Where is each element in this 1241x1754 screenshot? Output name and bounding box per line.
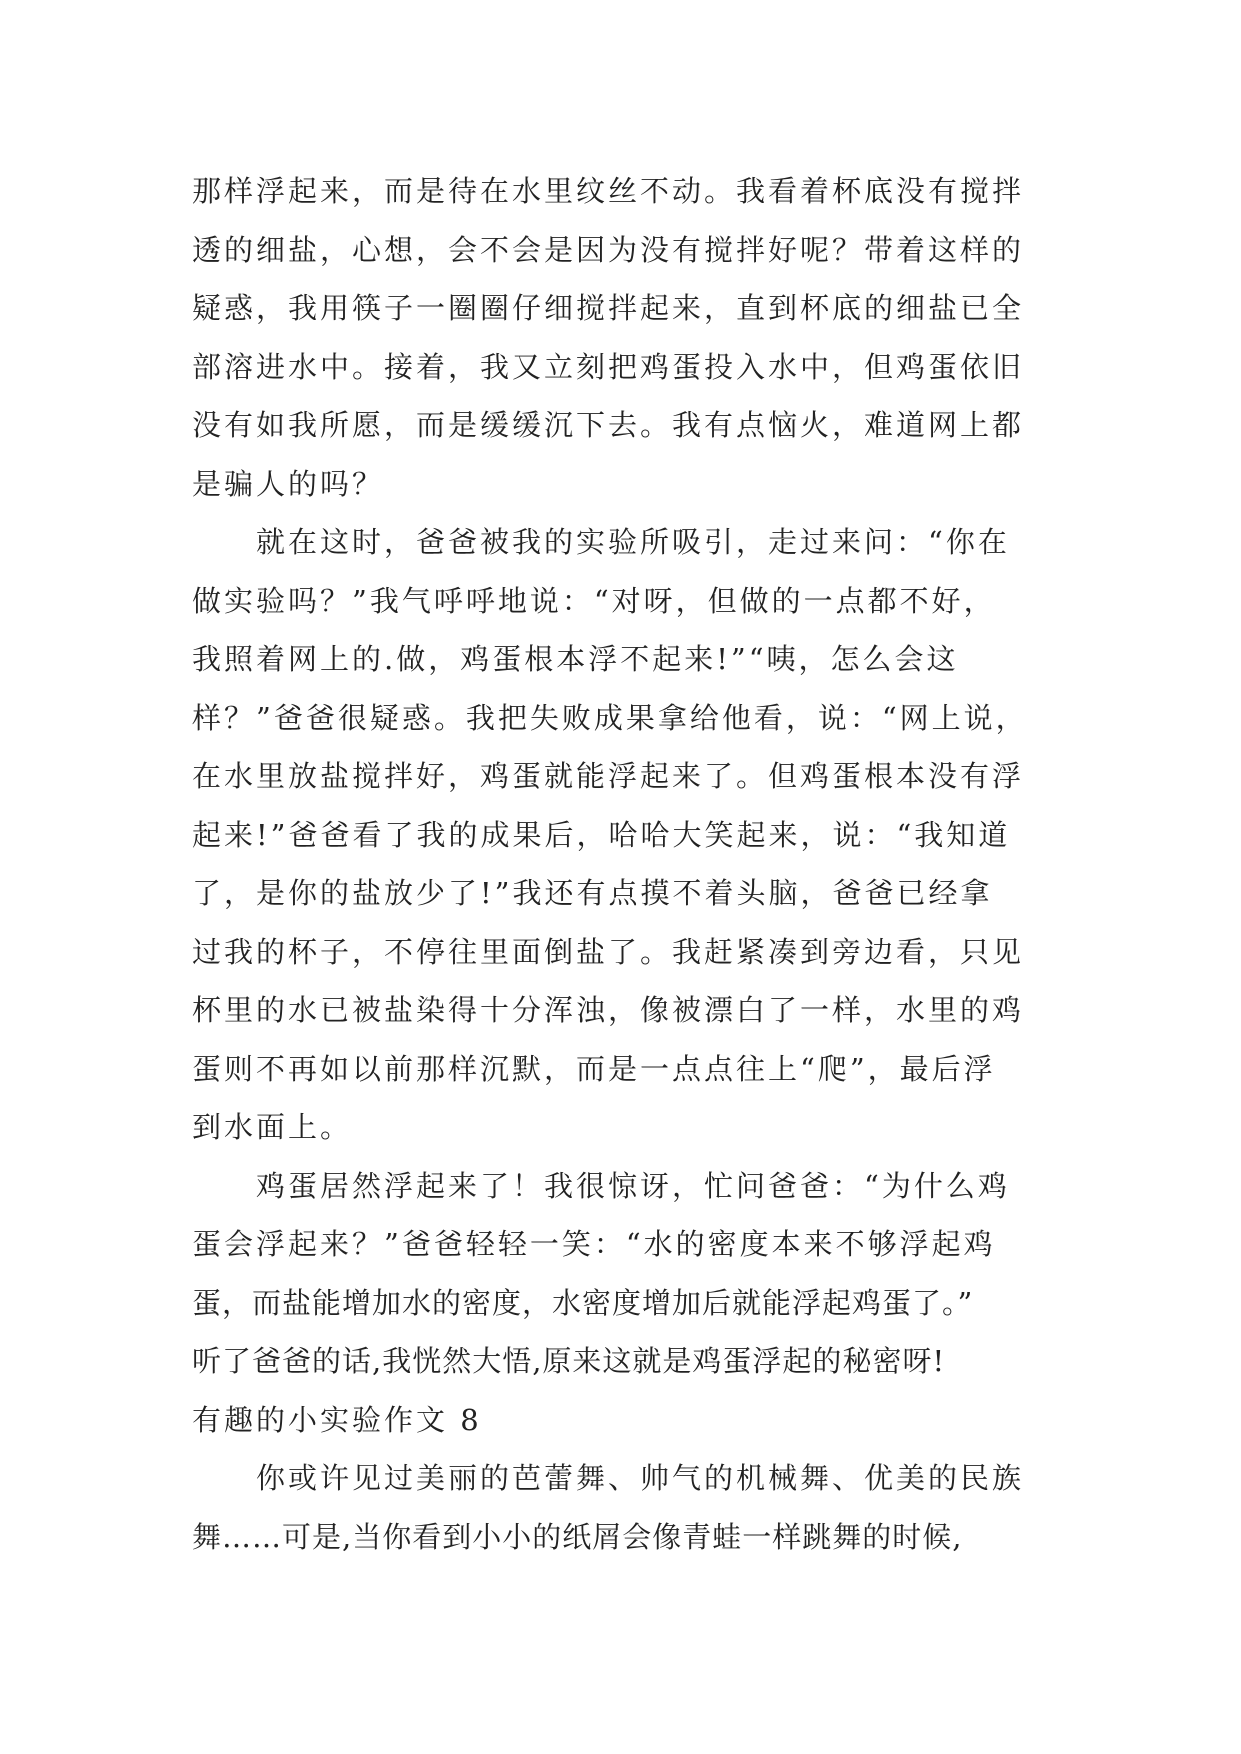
text-line: 那样浮起来，而是待在水里纹丝不动。我看着杯底没有搅拌 bbox=[192, 174, 1025, 208]
text-line: 是骗人的吗？ bbox=[192, 466, 385, 501]
paragraph-first-line: 你或许见过美丽的芭蕾舞、帅气的机械舞、优美的民族 bbox=[256, 1461, 1025, 1495]
text-line: 蛋则不再如以前那样沉默，而是一点点往上“爬”，最后浮 bbox=[192, 1051, 996, 1086]
text-line: 杯里的水已被盐染得十分浑浊，像被漂白了一样，水里的鸡 bbox=[192, 993, 1025, 1027]
text-line: 了，是你的盐放少了!”我还有点摸不着头脑，爸爸已经拿 bbox=[192, 876, 993, 910]
text-line: 听了爸爸的话,我恍然大悟,原来这就是鸡蛋浮起的秘密呀! bbox=[192, 1344, 946, 1378]
text-line: 没有如我所愿，而是缓缓沉下去。我有点恼火，难道网上都 bbox=[192, 408, 1025, 442]
paragraph-first-line: 就在这时，爸爸被我的实验所吸引，走过来问：“你在 bbox=[256, 525, 1010, 559]
text-line: 在水里放盐搅拌好，鸡蛋就能浮起来了。但鸡蛋根本没有浮 bbox=[192, 759, 1025, 793]
paragraph-first-line: 鸡蛋居然浮起来了！我很惊讶，忙问爸爸：“为什么鸡 bbox=[256, 1168, 1010, 1203]
text-line: 过我的杯子，不停往里面倒盐了。我赶紧凑到旁边看，只见 bbox=[192, 934, 1025, 969]
text-line: 蛋，而盐能增加水的密度，水密度增加后就能浮起鸡蛋了。” bbox=[192, 1285, 974, 1320]
text-line: 部溶进水中。接着，我又立刻把鸡蛋投入水中，但鸡蛋依旧 bbox=[192, 349, 1025, 384]
text-line: 我照着网上的.做，鸡蛋根本浮不起来!”“咦，怎么会这 bbox=[192, 642, 959, 676]
text-line: 做实验吗？”我气呼呼地说：“对呀，但做的一点都不好， bbox=[192, 583, 996, 618]
text-line: 透的细盐，心想，会不会是因为没有搅拌好呢？带着这样的 bbox=[192, 232, 1025, 267]
section-heading: 有趣的小实验作文 8 bbox=[192, 1402, 482, 1437]
text-line: 到水面上。 bbox=[192, 1110, 353, 1144]
text-line: 样？”爸爸很疑惑。我把失败成果拿给他看，说：“网上说， bbox=[192, 700, 1028, 735]
document-page bbox=[192, 162, 1050, 1566]
text-line: 舞……可是,当你看到小小的纸屑会像青蛙一样跳舞的时候, bbox=[192, 1519, 963, 1554]
text-line: 疑惑，我用筷子一圈圈仔细搅拌起来，直到杯底的细盐已全 bbox=[192, 291, 1025, 325]
text-line: 蛋会浮起来？”爸爸轻轻一笑：“水的密度本来不够浮起鸡 bbox=[192, 1227, 996, 1261]
text-line: 起来!”爸爸看了我的成果后，哈哈大笑起来，说：“我知道 bbox=[192, 817, 1011, 852]
